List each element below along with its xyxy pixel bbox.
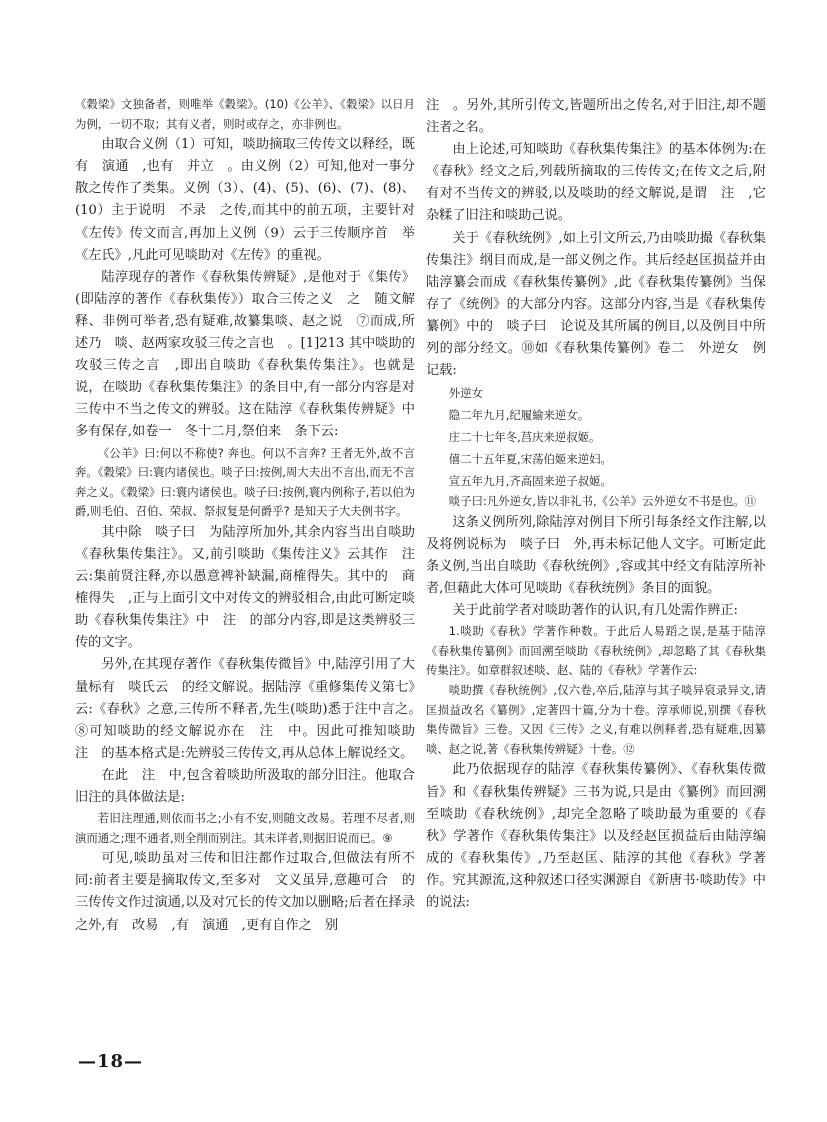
body-paragraph: 在此 注 中,包含着啖助所汲取的部分旧注。他取合旧注的具体做法是: xyxy=(75,767,415,805)
quoted-paragraph: 隐二年九月,纪履緰来逆女。 xyxy=(448,408,590,423)
quoted-paragraph: 《公羊》曰:何以不称使? 奔也。何以不言奔? 王者无外,故不言奔。《穀梁》曰:寰内诸侯也。啖子曰:按例,周大夫出不言出,而无不言奔之义。《穀梁》曰:寰内诸侯也。啖子曰:按例,寰内例称子,若以伯为爵,则毛伯、召伯、荣叔、祭叔复是何爵乎? 是知天子大夫例书字。 xyxy=(75,445,415,519)
quoted-paragraph: 宣五年九月,齐高固来逆子叔姬。 xyxy=(448,474,612,489)
body-paragraph: 由上论述,可知啖助《春秋集传集注》的基本体例为:在《春秋》经文之后,列载所摘取的三传传文;在传文之后,附有对不当传文的辨驳,以及啖助的经文解说,是谓 注 ,它杂糅了旧注和啖助己说。 xyxy=(426,142,766,224)
body-paragraph: 这条义例所列,除陆淳对例目下所引每条经文作注解,以及将例说标为 啖子曰 外,再未标记他人文字。可断定此条义例,当出自啖助《春秋统例》,容或其中经文有陆淳所补者,但藉此大体可见啖助《春秋统例》条目的面貌。 xyxy=(426,514,766,597)
quoted-paragraph: 僖二十五年夏,宋荡伯姬来逆妇。 xyxy=(448,452,612,467)
quoted-paragraph: 啖助撰《春秋统例》,仅六卷,卒后,陆淳与其子啖异裒录异文,请匡损益改名《纂例》,定著四十篇,分为十卷。淳承师说,别撰《春秋集传微旨》三卷。又因《三传》之义,有难以例释者,恐有疑难,因纂啖、赵之说,著《春秋集传辨疑》十卷。⑫ xyxy=(426,683,766,756)
body-paragraph: 注 。另外,其所引传文,皆题所出之传名,对于旧注,却不题注者之名。 xyxy=(426,98,766,136)
quoted-paragraph: 《穀梁》文独备者，则唯举《穀梁》。(10)《公羊》、《穀梁》以日月为例，一切不取；其有义者，则时或存之，亦非例也。 xyxy=(75,97,415,131)
left-column xyxy=(75,95,429,937)
body-paragraph: 陆淳现存的著作《春秋集传辨疑》,是他对于《集传》(即陆淳的著作《春秋集传》）取合三传之义 之 随文解释、非例可举者,恐有疑难,故纂集啖、赵之说 ⑦而成,所述乃 啖、赵两家攻驳三传之言也 。[1]213 其中啖助的 攻驳三传之言 ,即出自啖助《春秋集传集注》。也就是说，在啖助《春秋集传集注》的条目中,有一部分内容是对三传中不当之传文的辨驳。这在陆淳《春秋集传辨疑》中多有保存,如卷一 冬十二月,祭伯来 条下云: xyxy=(75,269,429,440)
body-paragraph: 其中除 啖子曰 为陆淳所加外,其余内容当出自啖助《春秋集传集注》。又,前引啖助《集传注义》云其作 注 云:集前贤注释,亦以愚意裨补缺漏,商榷得失。其中的 商榷得失 ,正与上面引文中对传文的辨驳相合,由此可断定啖助《春秋集传集注》中 注 的部分内容,即是这类辨驳三传的文字。 xyxy=(75,524,429,651)
right-column xyxy=(426,95,766,914)
body-paragraph: 此乃依据现存的陆淳《春秋集传纂例》、《春秋集传微旨》和《春秋集传辨疑》三书为说,只是由《纂例》而回溯至啖助《春秋统例》,却完全忽略了啖助最为重要的《春秋》学著作《春秋集传集注》以及经赵匡损益后由陆淳编成的《春秋集传》,乃至赵匡、陆淳的其他《春秋》学著作。究其源流,这种叙述口径实渊源自《新唐书·啖助传》中的说法: xyxy=(426,762,766,910)
body-paragraph: 关于《春秋统例》,如上引文所云,乃由啖助撮《春秋集传集注》纲目而成,是一部义例之作。其后经赵匡损益并由陆淳纂会而成《春秋集传纂例》,此《春秋集传纂例》当保存了《统例》的大部分内容。这部分内容,当是《春秋集传纂例》中的 啖子曰 论说及其所属的例目,以及例目中所列的部分经文。⑩如《春秋集传纂例》卷二 外逆女 例记载: xyxy=(426,230,766,379)
quoted-paragraph: 庄二十七年冬,莒庆来逆叔姬。 xyxy=(448,430,601,445)
quoted-paragraph: 1.啖助《春秋》学著作种数。于此后人易蹈之误,是基于陆淳《春秋集传纂例》而回溯至啖助《春秋统例》,却忽略了其《春秋集传集注》。如章群叙述啖、赵、陆的《春秋》学著作云: xyxy=(426,624,766,678)
body-paragraph: 关于此前学者对啖助著作的认识,有几处需作辨正: xyxy=(452,603,738,619)
quoted-paragraph: 若旧注理通,则依而书之;小有不安,则随文改易。若理不尽者,则演而通之;理不通者,则全削而别注。其未详者,则据旧说而已。⑨ xyxy=(75,811,415,845)
quoted-paragraph: 啖子曰:凡外逆女,皆以非礼书,《公羊》云外逆女不书是也。⑪ xyxy=(448,494,757,509)
body-paragraph: 另外,在其现存著作《春秋集传微旨》中,陆淳引用了大量标有 啖氏云 的经文解说。据陆淳《重修集传义第七》云:《春秋》之意,三传所不释者,先生(啖助)悉于注中言之。 ⑧可知啖助的经文解说亦在 注 中。因此可推知啖助 注 的基本格式是:先辨驳三传传文,再从总体上解说经文。 xyxy=(75,657,429,761)
body-paragraph: 由取合义例（1）可知，啖助摘取三传传文以释经，既有 演通 ,也有 并立 。由义例（2）可知,他对一事分散之传作了类集。义例（3）、(4)、(5)、(6)、(7)、(8)、(10）主于说明 不录 之传,而其中的前五项，主要针对《左传》传文而言,再加上义例（9）云于三传顺序首 举《左氏》,凡此可见啖助对《左传》的重视。 xyxy=(75,137,415,263)
body-paragraph: 可见,啖助虽对三传和旧注都作过取合,但做法有所不同:前者主要是摘取传文,至多对 文义虽异,意趣可合 的三传传文作过演通,以及对冗长的传文加以删略;后者在择录之外,有 改易 ,有 演通 ,更有自作之 别 xyxy=(75,851,415,933)
quoted-paragraph: 外逆女 xyxy=(448,386,483,401)
page-number: —18— xyxy=(78,1051,144,1072)
